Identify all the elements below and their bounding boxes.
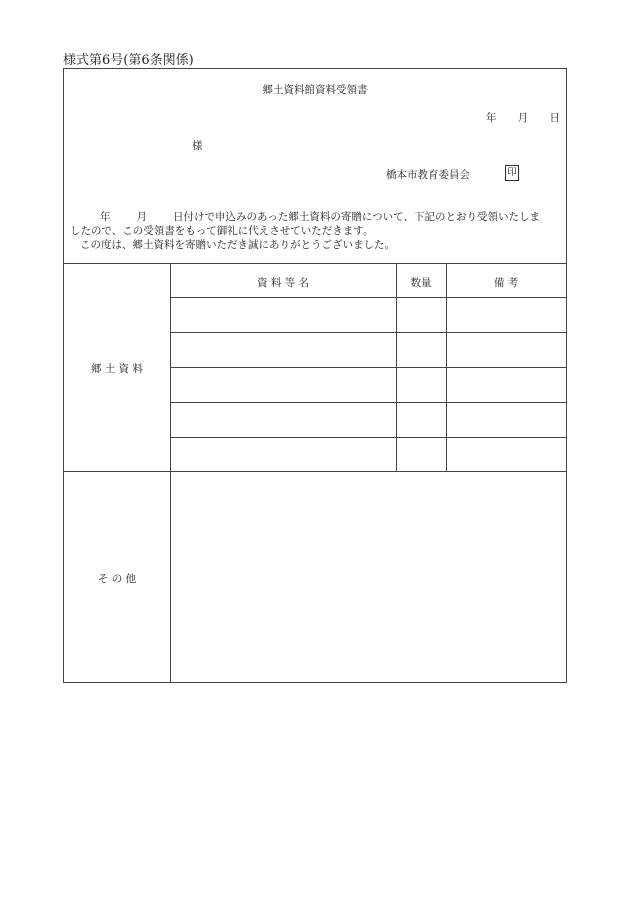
header-remarks: 備 考 — [493, 277, 519, 289]
section-label-local-materials: 郷 土 資 料 — [90, 363, 143, 375]
issue-date — [468, 110, 560, 125]
issuer-name: 橋本市教育委員会 — [386, 169, 470, 181]
body-line-3: この度は、郷土資料を寄贈いただき誠にありがとうございました。 — [80, 239, 395, 251]
body-line-2: したので、この受領書をもって御礼に代えさせていただきます。 — [70, 225, 374, 237]
body-date-month: 月 — [136, 211, 147, 223]
table-row-divider — [170, 332, 566, 333]
document-title: 郷土資料館資料受領書 — [262, 84, 368, 96]
table-header-bottom — [170, 297, 566, 298]
table-row-divider — [170, 402, 566, 403]
header-quantity: 数量 — [410, 277, 432, 289]
form-number-label: 様式第6号(第6条関係) — [63, 53, 194, 68]
table-quantity-divider — [396, 263, 397, 471]
header-item-name: 資 料 等 名 — [256, 277, 309, 289]
body-line-1 — [70, 210, 564, 224]
recipient-honorific: 様 — [192, 140, 203, 152]
seal-mark: 印 — [505, 165, 519, 181]
date-day-label: 日 — [549, 112, 560, 124]
table-remarks-divider — [446, 263, 447, 471]
section-label-other: そ の 他 — [97, 573, 137, 585]
body-line-1-rest: 日付けで申込みのあった郷土資料の寄贈について、下記のとおり受領いたしま — [173, 211, 540, 223]
table-section-divider — [64, 471, 566, 472]
table-left-column-divider — [170, 263, 171, 683]
body-text — [70, 210, 564, 252]
table-row-divider — [170, 437, 566, 438]
date-month-label: 月 — [517, 112, 529, 124]
table-top-border — [64, 263, 566, 264]
receipt-form — [63, 68, 567, 683]
date-year-label: 年 — [485, 112, 497, 124]
table-row-divider — [170, 367, 566, 368]
body-date-year: 年 — [100, 211, 111, 223]
